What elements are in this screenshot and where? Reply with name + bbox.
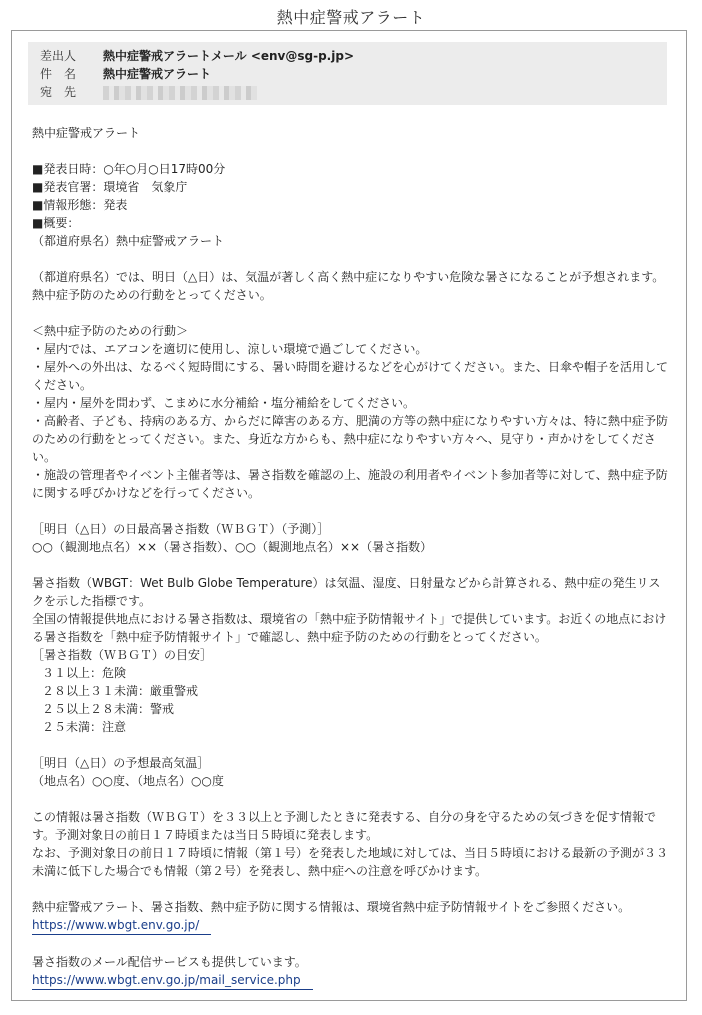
meta-line: ■発表日時：○年○月○日17時00分 bbox=[32, 162, 226, 176]
from-row bbox=[40, 48, 354, 64]
note-line: なお、予測対象日の前日１７時頃に情報（第１号）を発表した地域に対しては、当日５時頃における最新の予測が３３未満に低下した場合でも情報（第２号）を発表し、熱中症への注意を呼びかけます。 bbox=[32, 846, 669, 878]
mail-service-link[interactable]: https://www.wbgt.env.go.jp/mail_service.php bbox=[32, 971, 313, 990]
note-line: この情報は暑さ指数（ＷＢＧＴ）を３３以上と予測したときに発表する、自分の身を守るための気づきを促す情報です。予測対象日の前日１７時頃または当日５時頃に発表します。 bbox=[32, 810, 657, 842]
mail-body bbox=[32, 124, 672, 990]
explain-line: 全国の情報提供地点における暑さ指数は、環境省の「熱中症予防情報サイト」で提供しています。お近くの地点における暑さ指数を「熱中症予防情報サイト」で確認し、熱中症予防のための行動をとってください。 bbox=[32, 612, 667, 644]
to-row bbox=[40, 84, 257, 100]
meta-line: ■情報形態：発表 bbox=[32, 198, 128, 212]
guide-item: ２５以上２８未満：警戒 bbox=[42, 702, 175, 716]
from-value: 熱中症警戒アラートメール <env@sg-p.jp> bbox=[103, 49, 354, 63]
temp-line: （地点名）○○度、（地点名）○○度 bbox=[32, 774, 224, 788]
action-item: ・高齢者、子ども、持病のある方、からだに障害のある方、肥満の方等の熱中症になりやすい方々は、特に熱中症予防のための行動をとってください。また、身近な方からも、熱中症になりやすい方々へ、見守り・声かけをしてください。 bbox=[32, 414, 669, 464]
action-item: ・屋内・屋外を問わず、こまめに水分補給・塩分補給をしてください。 bbox=[32, 396, 416, 410]
temp-title: ［明日（△日）の予想最高気温］ bbox=[32, 756, 210, 770]
to-label: 宛 先 bbox=[40, 85, 77, 99]
wbgt-line: ○○（観測地点名）××（暑さ指数）、○○（観測地点名）××（暑さ指数） bbox=[32, 540, 433, 554]
actions-title: ＜熱中症予防のための行動＞ bbox=[32, 324, 189, 338]
wbgt-title: ［明日（△日）の日最高暑さ指数（ＷＢＧＴ）（予測）］ bbox=[32, 522, 330, 536]
guide-item: ３１以上：危険 bbox=[42, 666, 127, 680]
intro-line: 熱中症予防のための行動をとってください。 bbox=[32, 288, 272, 302]
redacted-recipient bbox=[103, 86, 257, 100]
page-title: 熱中症警戒アラート bbox=[276, 8, 426, 27]
action-item: ・屋外への外出は、なるべく短時間にする、暑い時間を避けるなどを心がけてください。また、日傘や帽子を活用してください。 bbox=[32, 360, 669, 392]
subject-row bbox=[40, 66, 211, 82]
mail-service-text: 暑さ指数のメール配信サービスも提供しています。 bbox=[32, 955, 307, 969]
info-text: 熱中症警戒アラート、暑さ指数、熱中症予防に関する情報は、環境省熱中症予防情報サイトをご参照ください。 bbox=[32, 900, 631, 914]
subject-value: 熱中症警戒アラート bbox=[103, 67, 212, 81]
meta-line: ■概要： bbox=[32, 216, 80, 230]
guide-item: ２８以上３１未満：厳重警戒 bbox=[42, 684, 199, 698]
action-item: ・施設の管理者やイベント主催者等は、暑さ指数を確認の上、施設の利用者やイベント参加者等に対して、熱中症予防に関する呼びかけなどを行ってください。 bbox=[32, 468, 668, 500]
explain-line: 暑さ指数（WBGT：Wet Bulb Globe Temperature）は気温、湿度、日射量などから計算される、熱中症の発生リスクを示した指標です。 bbox=[32, 576, 661, 608]
subject-label: 件 名 bbox=[40, 67, 77, 81]
wbgt-site-link[interactable]: https://www.wbgt.env.go.jp/ bbox=[32, 916, 211, 935]
meta-line: （都道府県名）熱中症警戒アラート bbox=[32, 234, 225, 248]
intro-line: （都道府県名）では、明日（△日）は、気温が著しく高く熱中症になりやすい危険な暑さになることが予想されます。 bbox=[32, 270, 665, 284]
from-label: 差出人 bbox=[40, 49, 77, 63]
guide-title: ［暑さ指数（ＷＢＧＴ）の目安］ bbox=[32, 648, 213, 662]
meta-line: ■発表官署：環境省 気象庁 bbox=[32, 180, 188, 194]
mail-header bbox=[28, 42, 667, 105]
action-item: ・屋内では、エアコンを適切に使用し、涼しい環境で過ごしてください。 bbox=[32, 342, 428, 356]
guide-item: ２５未満：注意 bbox=[42, 720, 127, 734]
body-heading: 熱中症警戒アラート bbox=[32, 126, 141, 140]
